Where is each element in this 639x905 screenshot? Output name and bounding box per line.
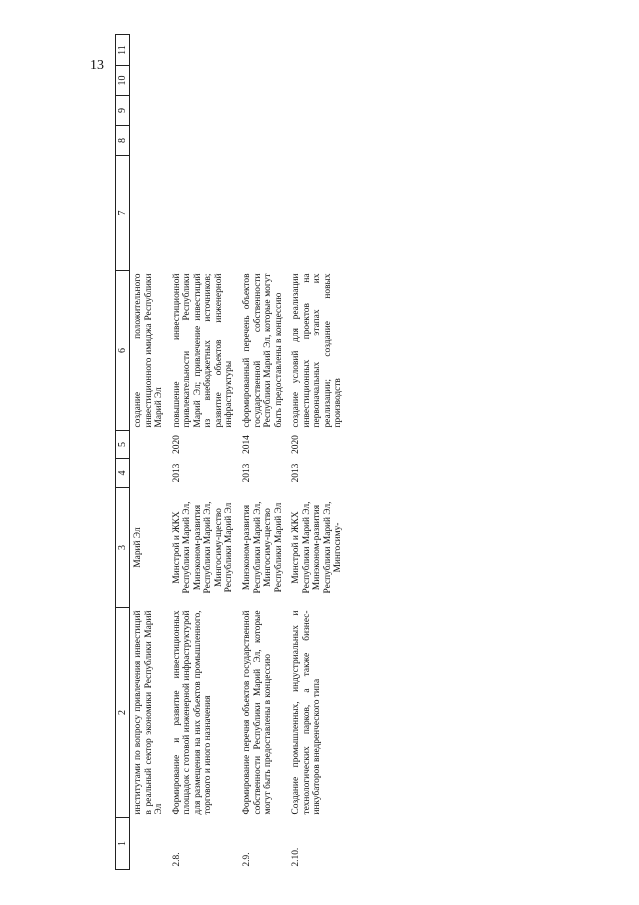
empty-cell [241, 35, 290, 66]
header-cell: 8 [116, 126, 130, 156]
empty-cell [290, 35, 350, 66]
table-row [130, 35, 171, 870]
empty-cell [171, 35, 241, 66]
empty-cell [290, 126, 350, 156]
empty-cell [171, 156, 241, 271]
empty-cell [241, 156, 290, 271]
row-number [130, 818, 171, 870]
page-number: 13 [90, 58, 104, 73]
end-year-cell: 2020 [171, 435, 182, 454]
end-year-cell [130, 431, 171, 459]
header-cell: 2 [116, 608, 130, 818]
start-year-cell [130, 459, 171, 488]
empty-cell [171, 126, 241, 156]
empty-cell [241, 126, 290, 156]
empty-cell [130, 156, 171, 271]
empty-cell [130, 66, 171, 96]
empty-cell [241, 96, 290, 126]
header-cell: 9 [116, 96, 130, 126]
header-cell: 11 [116, 35, 130, 66]
header-cell: 3 [116, 488, 130, 608]
empty-cell [171, 96, 241, 126]
header-cell: 1 [116, 818, 130, 870]
executor-cell: Минстрой и ЖКХ Республики Марий Эл, Минэконом-развития Республики Марий Эл, Мингосиму-щество Республики Марий Эл [171, 501, 235, 594]
empty-cell [171, 66, 241, 96]
row-number: 2.8. [171, 852, 182, 867]
row-number: 2.9. [241, 852, 252, 867]
row-number: 2.10. [291, 847, 302, 867]
empty-cell [290, 96, 350, 126]
start-year-cell: 2013 [171, 463, 182, 483]
result-cell: создание условий для реализации инвестиционных проектов на первоначальных этапах их реализации; создание новых производств [291, 273, 344, 428]
header-cell: 5 [116, 431, 130, 459]
empty-cell [130, 35, 171, 66]
empty-cell [130, 96, 171, 126]
header-cell: 4 [116, 459, 130, 488]
result-cell: сформированный перечень объектов государственной собственности Республики Марий Эл, которые могут быть предоставлены в концессию [241, 273, 284, 428]
empty-cell [290, 156, 350, 271]
executor-cell: Марий Эл [133, 527, 144, 568]
header-row [116, 35, 130, 870]
executor-cell: Минэконом-развития Республики Марий Эл, Мингосиму-щество Республики Марий Эл [241, 501, 284, 594]
end-year-cell: 2020 [291, 435, 302, 454]
measure-cell: Формирование перечня объектов государственной собственности Республики Марий Эл, которые могут быть предоставлены в концессию [241, 610, 274, 815]
header-cell: 7 [116, 156, 130, 271]
measure-cell: институтами по вопросу привлечения инвестиций в реальный сектор экономики Республики Марий Эл [133, 610, 165, 815]
measure-cell: Формирование и развитие инвестиционных площадок с готовой инженерной инфраструктурой для размещения на них объектов промышленного, торгового и иного назначения [171, 610, 214, 815]
empty-cell [290, 66, 350, 96]
result-cell: создание положительного инвестиционного имиджа Республики Марий Эл [133, 273, 165, 428]
start-year-cell: 2013 [291, 463, 302, 483]
measure-cell: Создание промышленных, индустриальных и технологических парков, а также бизнес-инкубаторов внедренческого типа [291, 610, 323, 815]
end-year-cell: 2014 [241, 435, 252, 454]
executor-cell: Минстрой и ЖКХ Республики Марий Эл, Минэконом-развития Республики Марий Эл, Мингосиму- [291, 501, 344, 594]
table-row [171, 35, 241, 870]
rotated-table-container [115, 35, 639, 870]
start-year-cell: 2013 [241, 463, 252, 483]
result-cell: повышение инвестиционной привлекательности Республики Марий Эл; привлечение инвестиций из внебюджетных источников; развитие объектов инженерной инфраструктуры [171, 273, 235, 428]
table-row [290, 35, 350, 870]
header-cell: 10 [116, 66, 130, 96]
plan-table [115, 34, 350, 870]
empty-cell [241, 66, 290, 96]
header-cell: 6 [116, 271, 130, 431]
table-row [241, 35, 290, 870]
empty-cell [130, 126, 171, 156]
